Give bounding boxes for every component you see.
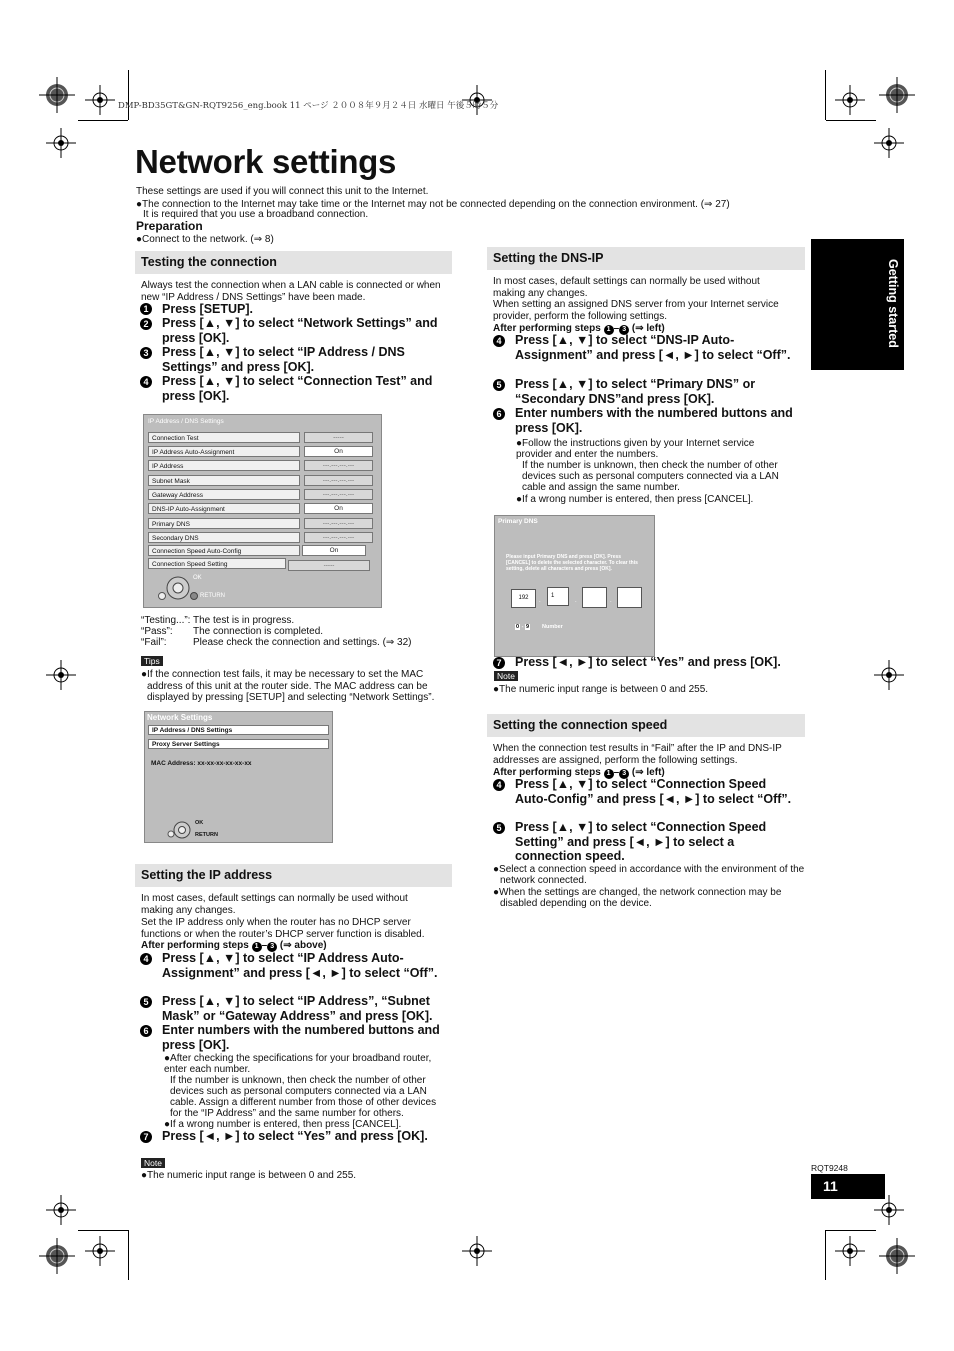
testing-step-2: 2 Press [▲, ▼] to select “Network Settings” and press [OK].	[140, 316, 450, 345]
intro-text: These settings are used if you will connect this unit to the Internet.	[136, 186, 429, 197]
step-number: 6	[140, 1025, 152, 1037]
menu-value: -----	[288, 560, 370, 571]
step-number: 4	[493, 779, 505, 791]
preparation-heading: Preparation	[136, 219, 203, 233]
print-header: DMP-BD35GT&GN-RQT9256_eng.book 11 ページ ２００８年９月２４日 水曜日 午後５時５分	[118, 101, 499, 111]
return-hint: RETURN	[195, 832, 218, 838]
number-range-hint: 0 - 9 Number	[516, 624, 563, 630]
registration-mark-icon	[39, 77, 75, 113]
dns-step-6-detail: If the number is unknown, then check the number of other devices such as personal computers connected via a LAN cable and assign the same number.	[522, 460, 779, 493]
crosshair-mark-icon	[46, 1195, 76, 1225]
ip-step-4: 4 Press [▲, ▼] to select “IP Address Auto-Assignment” and press [◄, ►] to select “Off”.	[140, 951, 450, 980]
ip-intro-2: Set the IP address only when the router has no DHCP server functions or when the router’s DHCP server function is disabled.	[141, 917, 425, 940]
return-hint: RETURN	[200, 593, 225, 599]
menu-row-secondary-dns[interactable]: Secondary DNS	[148, 532, 300, 543]
screen-title: Network Settings	[147, 713, 213, 722]
menu-value: ---.---.---.---	[304, 460, 373, 471]
dot-separator: .	[610, 598, 612, 604]
ip-field-3[interactable]	[582, 587, 607, 608]
dot-separator: .	[575, 598, 577, 604]
section-heading-ip: Setting the IP address	[135, 864, 452, 887]
step-number: 4	[140, 953, 152, 965]
step-number: 2	[140, 318, 152, 330]
crosshair-mark-icon	[46, 660, 76, 690]
crop-line	[128, 1230, 129, 1280]
speed-after-steps: After performing steps 1 – 3 (⇒ left)	[493, 767, 665, 778]
menu-row-subnet-mask[interactable]: Subnet Mask	[148, 475, 300, 486]
dns-intro-1: In most cases, default settings can normally be used without making any changes.	[493, 276, 760, 299]
tips-badge: Tips	[141, 656, 163, 666]
ip-field-4[interactable]	[617, 587, 642, 608]
speed-bullet-2: ●When the settings are changed, the network connection may be disabled depending on the device.	[493, 887, 782, 909]
status-testing-value: The test is in progress.	[193, 615, 295, 626]
ip-note: ●The numeric input range is between 0 and 255.	[141, 1170, 357, 1181]
page-title: Network settings	[135, 143, 397, 180]
step-number: 5	[493, 379, 505, 391]
ip-step-6-detail: If the number is unknown, then check the number of other devices such as personal computers connected via a LAN cable. Assign a different number from those of other devices for the “IP Address” and the same number for others.	[170, 1075, 437, 1119]
step-number: 5	[140, 996, 152, 1008]
menu-value: -----	[304, 432, 373, 443]
intro-bullet: ●The connection to the Internet may take time or the Internet may not be connected depending on the connection environment. (⇒ 27)	[136, 199, 730, 210]
menu-row-primary-dns[interactable]: Primary DNS	[148, 518, 300, 529]
preparation-item: ●Connect to the network. (⇒ 8)	[136, 234, 274, 245]
intro-bullet-continued: It is required that you use a broadband connection.	[143, 209, 369, 220]
step-number: 7	[493, 657, 505, 669]
screen-title: IP Address / DNS Settings	[148, 418, 224, 425]
crosshair-mark-icon	[85, 85, 115, 115]
crosshair-mark-icon	[462, 1236, 492, 1266]
step-number: 5	[493, 822, 505, 834]
section-heading-speed: Setting the connection speed	[487, 714, 805, 737]
crop-line	[78, 120, 128, 121]
menu-row-dns-auto[interactable]: DNS-IP Auto-Assignment	[148, 503, 300, 514]
ip-step-6: 6 Enter numbers with the numbered buttons and press [OK].	[140, 1023, 450, 1052]
registration-mark-icon	[879, 1238, 915, 1274]
testing-step-1: 1 Press [SETUP].	[140, 302, 450, 317]
menu-value: On	[302, 545, 366, 556]
crop-line	[826, 1230, 876, 1231]
dot-separator: .	[539, 598, 541, 604]
menu-row-ip-address[interactable]: IP Address	[148, 460, 300, 471]
crosshair-mark-icon	[835, 85, 865, 115]
speed-step-4: 4 Press [▲, ▼] to select “Connection Speed Auto-Config” and press [◄, ►] to select “Off”.	[493, 777, 793, 806]
network-settings-screen	[144, 711, 333, 843]
status-testing-label: “Testing...”:	[141, 615, 191, 626]
ip-step-7: 7 Press [◄, ►] to select “Yes” and press [OK].	[140, 1129, 450, 1144]
testing-step-4: 4 Press [▲, ▼] to select “Connection Test” and press [OK].	[140, 374, 450, 403]
crop-line	[825, 70, 826, 120]
menu-value: ---.---.---.---	[304, 489, 373, 500]
side-tab-label: Getting started	[886, 259, 900, 348]
crop-line	[825, 1230, 826, 1280]
crosshair-mark-icon	[874, 660, 904, 690]
section-heading-testing: Testing the connection	[135, 251, 452, 274]
menu-value: On	[304, 446, 373, 457]
registration-mark-icon	[879, 77, 915, 113]
crosshair-mark-icon	[85, 1236, 115, 1266]
step-number: 6	[493, 408, 505, 420]
step-number: 4	[493, 335, 505, 347]
step-number: 4	[140, 376, 152, 388]
menu-value: ---.---.---.---	[304, 518, 373, 529]
primary-dns-screen	[494, 515, 655, 657]
crosshair-mark-icon	[46, 128, 76, 158]
ip-after-steps: After performing steps 1 – 3 (⇒ above)	[141, 940, 327, 951]
menu-row-speed-setting[interactable]: Connection Speed Setting	[148, 558, 286, 569]
crop-line	[826, 120, 876, 121]
registration-mark-icon	[39, 1238, 75, 1274]
speed-intro: When the connection test results in “Fail” after the IP and DNS-IP addresses are assigned, perform the following settings.	[493, 743, 782, 766]
ip-step-5: 5 Press [▲, ▼] to select “IP Address”, “Subnet Mask” or “Gateway Address” and press [OK].	[140, 994, 450, 1023]
ip-field-1[interactable]: 192	[511, 589, 536, 608]
menu-value: On	[304, 503, 373, 514]
dns-step-6-bullet: ●Follow the instructions given by your Internet service provider and enter the numbers.	[516, 438, 755, 460]
remote-dpad-icon	[167, 820, 195, 840]
menu-row-gateway[interactable]: Gateway Address	[148, 489, 300, 500]
section-heading-dns: Setting the DNS-IP	[487, 247, 805, 270]
crosshair-mark-icon	[835, 1236, 865, 1266]
screen-title: Primary DNS	[498, 518, 538, 525]
page-number: 11	[811, 1174, 885, 1199]
ok-hint: OK	[193, 575, 202, 581]
ip-step-6-bullet: ●After checking the specifications for your broadband router, enter each number.	[164, 1053, 432, 1075]
dns-note: ●The numeric input range is between 0 and 255.	[493, 684, 709, 695]
dns-step-4: 4 Press [▲, ▼] to select “DNS-IP Auto-Assignment” and press [◄, ►] to select “Off”.	[493, 333, 803, 362]
crosshair-mark-icon	[874, 1195, 904, 1225]
menu-value: ---.---.---.---	[304, 532, 373, 543]
speed-step-5: 5 Press [▲, ▼] to select “Connection Speed Setting” and press [◄, ►] to select a connection speed.	[493, 820, 793, 864]
step-number: 1	[140, 303, 152, 315]
crop-line	[78, 1230, 128, 1231]
ok-hint: OK	[195, 820, 204, 826]
ip-step-6-bullet-2: ●If a wrong number is entered, then press [CANCEL].	[164, 1119, 402, 1130]
status-pass-value: The connection is completed.	[193, 626, 324, 637]
dns-intro-2: When setting an assigned DNS server from your Internet service provider, perform the following settings.	[493, 299, 779, 322]
dns-after-steps: After performing steps 1 – 3 (⇒ left)	[493, 323, 665, 334]
dns-step-7: 7 Press [◄, ►] to select “Yes” and press [OK].	[493, 655, 803, 670]
status-fail-label: “Fail”:	[141, 637, 167, 648]
footer-code: RQT9248	[811, 1163, 848, 1173]
status-fail-value: Please check the connection and settings. (⇒ 32)	[193, 637, 412, 648]
ip-intro-1: In most cases, default settings can normally be used without making any changes.	[141, 893, 408, 916]
step-number: 7	[140, 1131, 152, 1143]
testing-step-3: 3 Press [▲, ▼] to select “IP Address / DNS Settings” and press [OK].	[140, 345, 450, 374]
dns-step-6: 6 Enter numbers with the numbered buttons and press [OK].	[493, 406, 793, 435]
side-tab	[811, 239, 904, 370]
menu-row-connection-test[interactable]: Connection Test	[148, 432, 300, 443]
crosshair-mark-icon	[874, 128, 904, 158]
dns-step-6-bullet-2: ●If a wrong number is entered, then press [CANCEL].	[516, 494, 754, 505]
crop-line	[128, 70, 129, 120]
menu-row-speed-auto[interactable]: Connection Speed Auto-Config	[148, 545, 300, 556]
menu-row-proxy-settings[interactable]: Proxy Server Settings	[148, 739, 329, 749]
ip-field-2[interactable]: 1	[547, 587, 569, 606]
step-number: 3	[140, 347, 152, 359]
screen-message: Please input Primary DNS and press [OK]. Press [CANCEL] to delete the selected character. To clear this setting, delete all characters and press [OK].	[506, 554, 638, 572]
testing-intro: Always test the connection when a LAN cable is connected or when new “IP Address / DNS Settings” have been made.	[141, 280, 441, 303]
tips-text: ●If the connection test fails, it may be necessary to set the MAC address of this unit at the router side. The MAC address can be displayed by pressing [SETUP] and selecting “Network Settings”.	[141, 669, 435, 703]
note-badge: Note	[494, 671, 518, 681]
menu-value: ---.---.---.---	[304, 475, 373, 486]
menu-row-ip-dns-settings[interactable]: IP Address / DNS Settings	[148, 725, 329, 735]
status-pass-label: “Pass”:	[141, 626, 173, 637]
speed-bullet-1: ●Select a connection speed in accordance with the environment of the network connected.	[493, 864, 805, 886]
mac-address: MAC Address: xx-xx-xx-xx-xx-xx	[151, 760, 252, 767]
dns-step-5: 5 Press [▲, ▼] to select “Primary DNS” or “Secondary DNS”and press [OK].	[493, 377, 793, 406]
note-badge: Note	[141, 1158, 165, 1168]
menu-row-ip-auto[interactable]: IP Address Auto-Assignment	[148, 446, 300, 457]
